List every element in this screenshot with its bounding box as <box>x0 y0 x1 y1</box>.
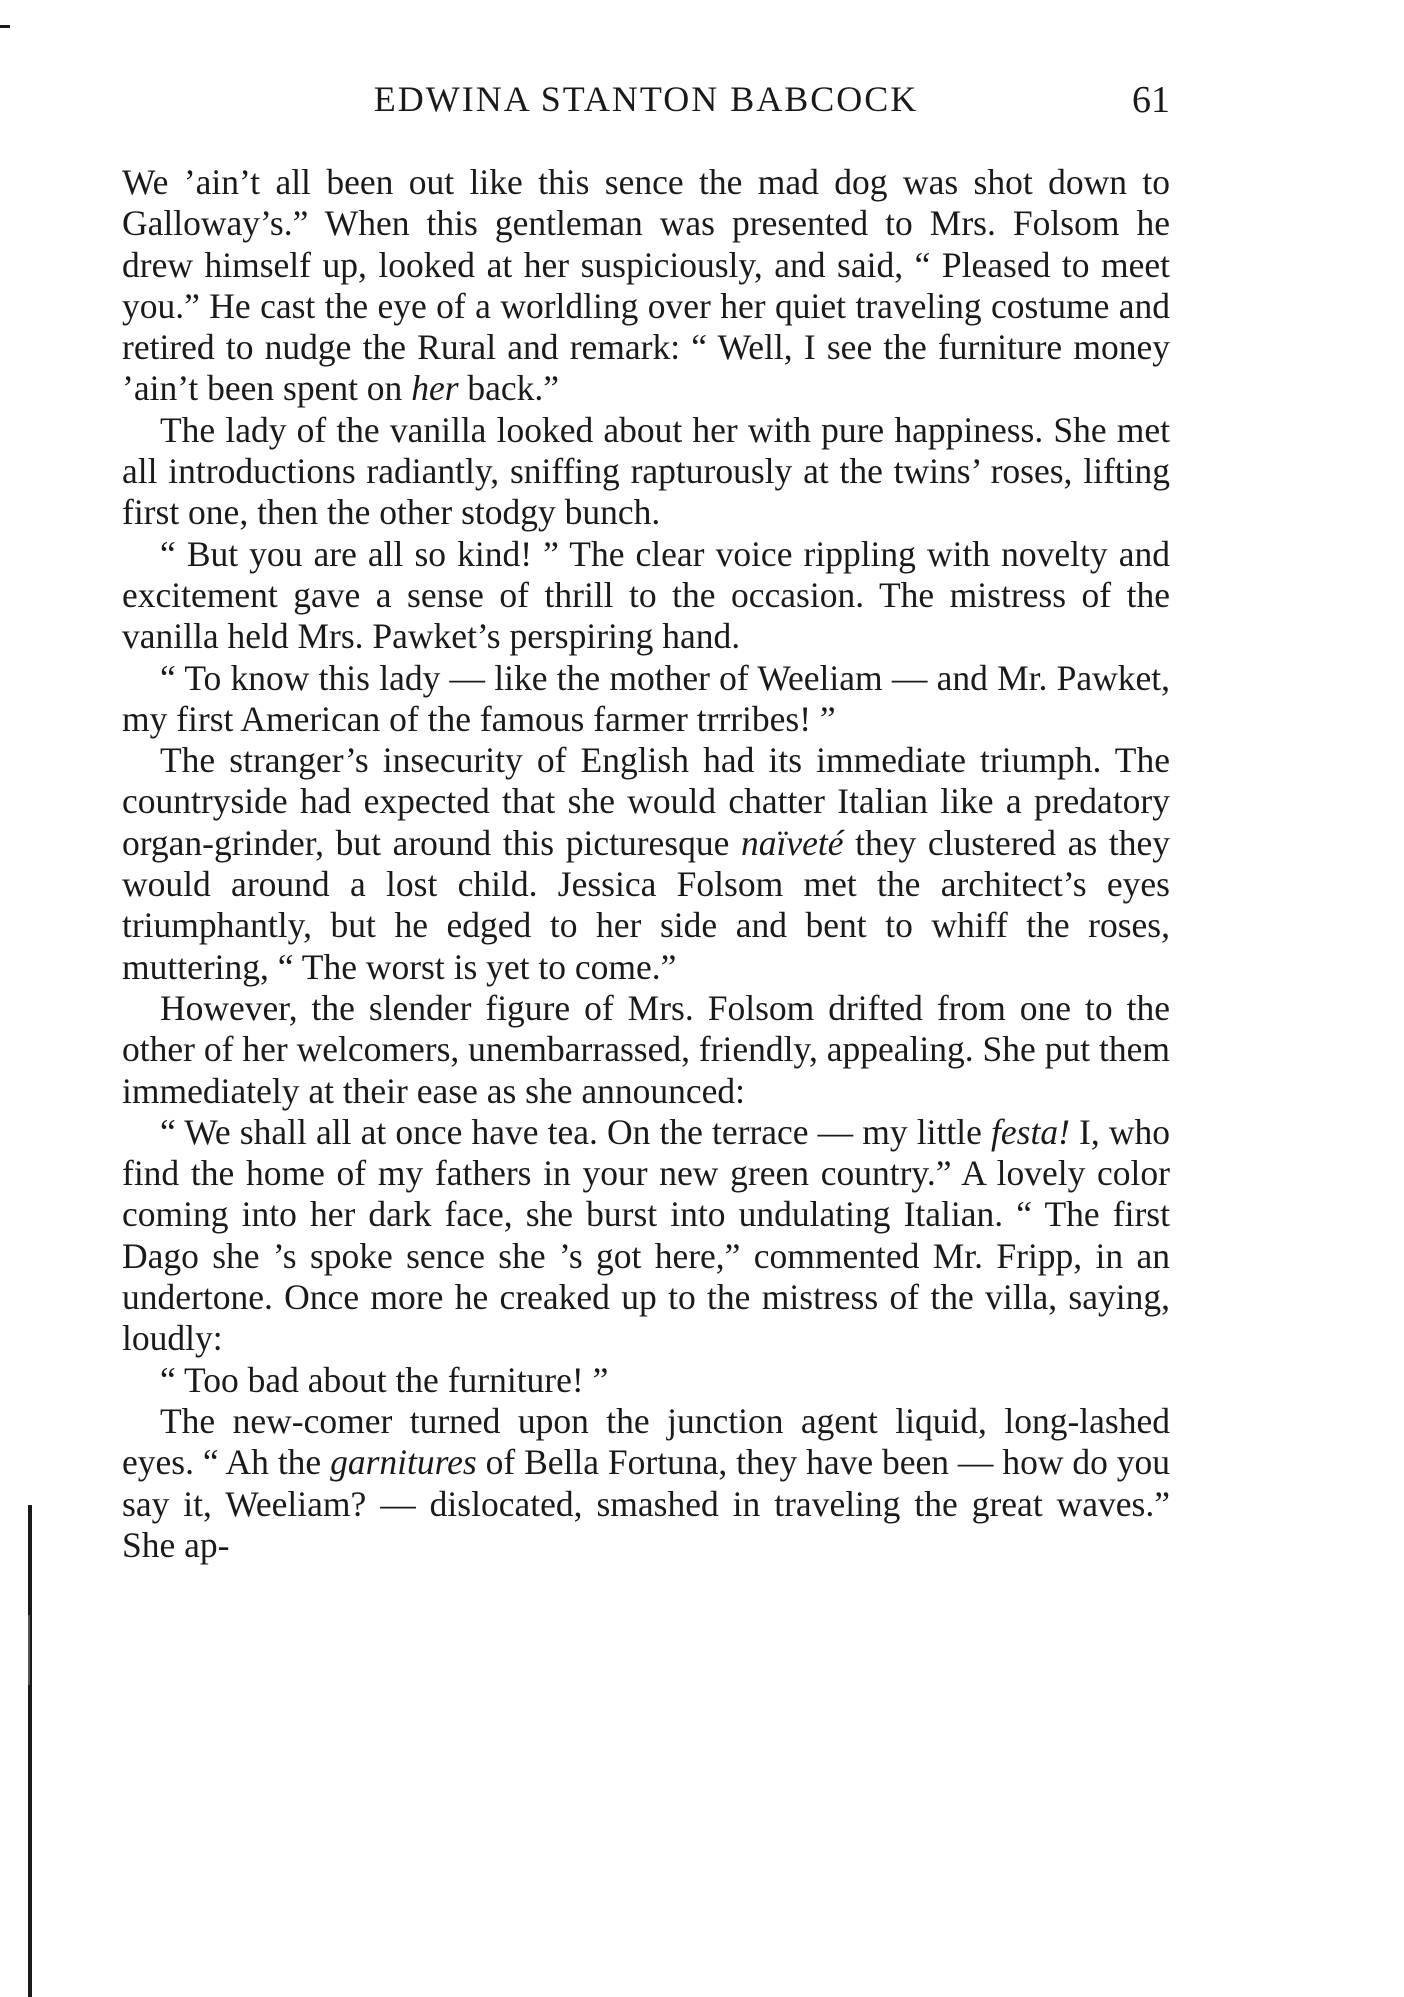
running-head <box>122 78 1170 134</box>
running-title: EDWINA STANTON BABCOCK <box>373 79 919 119</box>
text-run: However, the slender figure of Mrs. Folsom drifted from one to the other of her welcomers, unembarrassed, friendly, appealing. She put them immediately at their ease as she announced: <box>122 987 1170 1111</box>
text-run: The new-comer turned upon the junction agent liquid, long-lashed eyes. “ Ah the <box>122 1400 1170 1483</box>
italic-text: garnitures <box>330 1442 477 1483</box>
scan-speck <box>28 1615 30 1685</box>
text-run: “ We shall all at once have tea. On the terrace — my little <box>160 1111 992 1152</box>
scan-edge-mark <box>0 25 10 28</box>
paragraph <box>122 988 1170 1112</box>
paragraph <box>122 740 1170 988</box>
text-run: they clustered as they would around a lost child. Jessica Folsom met the architect’s eyes triumphantly, but he edged to her side and bent to whiff the roses, muttering, “ The worst is yet to come.” <box>122 822 1170 987</box>
text-run: The stranger’s insecurity of English had its immediate triumph. The countryside had expected that she would chatter Italian like a predatory organ-grinder, but around this picturesque <box>122 740 1170 863</box>
text-run: of Bella Fortuna, they have been — how do you say it, Weeliam? — dislocated, smashed in traveling the great waves.” She ap- <box>122 1442 1170 1565</box>
paragraph <box>122 658 1170 741</box>
text-run: “ To know this lady — like the mother of Weeliam — and Mr. Pawket, my first American of the famous farmer trrribes! ” <box>122 657 1170 739</box>
book-page <box>122 78 1170 1566</box>
text-run: I, who find the home of my fathers in your new green country.” A lovely color coming into her dark face, she burst into undulating Italian. “ The first Dago she ’s spoke sence she ’s got here,” commented Mr. Fripp, in an undertone. Once more he creaked up to the mistress of the villa, saying, loudly: <box>122 1111 1170 1359</box>
italic-text: festa! <box>991 1111 1070 1152</box>
text-run: “ But you are all so kind! ” The clear voice rippling with novelty and excitement gave a sense of thrill to the occasion. The mistress of the vanilla held Mrs. Pawket’s perspiring hand. <box>122 533 1170 657</box>
page-number: 61 <box>1132 79 1170 121</box>
text-run: back.” <box>458 368 560 409</box>
text-run: We ’ain’t all been out like this sence the mad dog was shot down to Galloway’s.” When this gentleman was presented to Mrs. Folsom he drew himself up, looked at her suspiciously, and said, “ Pleased to meet you.” He cast the eye of a worldling over her quiet traveling costume and retired to nudge the Rural and remark: “ Well, I see the furniture money ’ain’t been spent on <box>122 162 1170 409</box>
paragraph <box>122 534 1170 658</box>
text-run: “ Too bad about the furniture! ” <box>160 1359 609 1400</box>
scan-binding-edge <box>28 1505 32 1997</box>
italic-text: her <box>411 368 459 409</box>
paragraph <box>122 1401 1170 1566</box>
text-run: The lady of the vanilla looked about her with pure happiness. She met all introductions radiantly, sniffing rapturously at the twins’ roses, lifting first one, then the other stodgy bunch. <box>122 409 1170 533</box>
body-text <box>122 162 1170 1566</box>
italic-text: naïveté <box>741 822 844 863</box>
paragraph <box>122 1360 1170 1401</box>
paragraph <box>122 410 1170 534</box>
paragraph <box>122 162 1170 410</box>
paragraph <box>122 1112 1170 1360</box>
